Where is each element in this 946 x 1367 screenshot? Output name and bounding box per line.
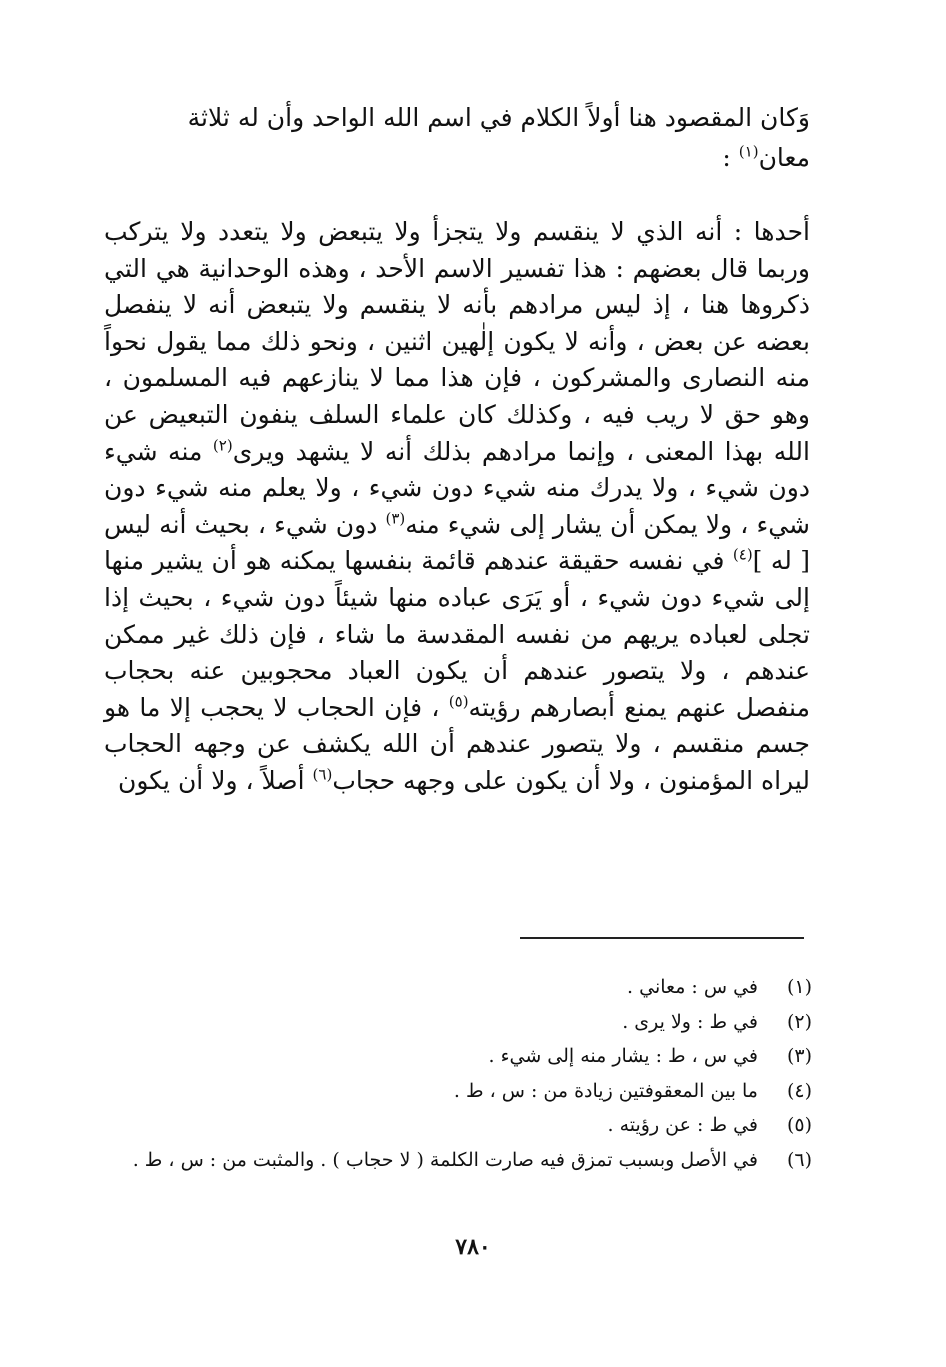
- main-paragraph: [104, 214, 810, 800]
- footnote-ref-5: (٥): [448, 692, 469, 711]
- footnote-ref-3: (٣): [385, 509, 406, 528]
- footnote-item: [100, 1143, 812, 1178]
- footnote-number: (١): [786, 976, 812, 998]
- intro-paragraph: [104, 98, 810, 178]
- main-segment-1: أحدها : أنه الذي لا ينقسم ولا يتجزأ ولا يتبعض ولا يتعدد ولا يتركب وربما قال بعضهم : هذا تفسير الاسم الأحد ، وهذه الوحدانية هي التي ذكروها هنا ، إذ ليس مرادهم بأنه لا ينقسم ولا يتبعض أنه لا ينفصل بعضه عن بعض ، وأنه لا يكون إلٰهين اثنين ، ونحو ذلك مما يقول نحواً منه النصارى والمشركون ، فإن هذا مما لا ينازعهم فيه المسلمون ، وهو حق لا ريب فيه ، وكذلك كان علماء السلف ينفون التبعيض عن الله بهذا المعنى ، وإنما مرادهم بذلك أنه لا يشهد ويرى: [104, 217, 810, 466]
- footnote-ref-1: (١): [738, 142, 759, 161]
- footnote-text: ما بين المعقوفتين زيادة من : س ، ط .: [453, 1079, 758, 1102]
- page-number: ٧٨٠: [455, 1234, 491, 1260]
- intro-line-2-end: :: [722, 143, 739, 172]
- footnote-number: (٣): [786, 1045, 812, 1067]
- footnote-ref-2: (٢): [212, 436, 233, 455]
- footnote-text: في س ، ط : يشار منه إلى شيء .: [488, 1045, 758, 1067]
- intro-line-2-word: معان: [758, 143, 810, 172]
- footnote-divider: [520, 937, 804, 939]
- footnote-text: في ط : ولا يرى .: [622, 1010, 758, 1033]
- intro-line-1: وَكان المقصود هنا أولاً الكلام في اسم الله الواحد وأن له ثلاثة: [187, 103, 810, 132]
- main-segment-2: منه شيء دون شيء ، ولا يدرك منه شيء دون شيء ، ولا يعلم منه شيء دون شيء ، ولا يمكن أن يشار إلى شيء منه: [104, 436, 810, 539]
- footnote-text: في س : معاني .: [627, 976, 758, 998]
- footnote-number: (٥): [786, 1114, 812, 1136]
- footnote-text: في الأصل وبسبب تمزق فيه صارت الكلمة ( لا حجاب ) . والمثبت من : س ، ط .: [132, 1148, 758, 1171]
- footnote-number: (٢): [786, 1010, 812, 1033]
- footnote-item: [100, 1005, 812, 1040]
- footnote-item: [100, 1108, 812, 1143]
- footnote-text: في ط : عن رؤيته .: [607, 1114, 758, 1136]
- footnote-item: [100, 1039, 812, 1074]
- footnote-item: [100, 970, 812, 1005]
- footnote-item: [100, 1074, 812, 1109]
- footnote-ref-4: (٤): [732, 546, 753, 565]
- main-segment-4: في نفسه حقيقة عندهم قائمة بنفسها يمكنه هو أن يشير منها إلى شيء دون شيء ، أو يَرَى عباده منها شيئاً دون شيء ، بحيث إذا تجلى لعباده يريهم من نفسه المقدسة ما شاء ، فإن ذلك غير ممكن عندهم ، ولا يتصور عندهم أن يكون العباد محجوبين عنه بحجاب منفصل عنهم يمنع أبصارهم رؤيته: [104, 546, 810, 722]
- footnote-number: (٤): [786, 1079, 812, 1102]
- footnote-ref-6: (٦): [312, 765, 333, 784]
- footnotes-list: [100, 970, 812, 1177]
- main-segment-5: ، فإن الحجاب لا يحجب إلا ما هو جسم منقسم ، ولا يتصور عندهم أن الله يكشف عن وجهه الحجاب ليراه المؤمنون ، ولا أن يكون على وجهه حجاب: [104, 692, 810, 795]
- main-segment-6: أصلاً ، ولا أن يكون: [117, 765, 313, 795]
- main-segment-3: دون شيء ، بحيث أنه ليس [ له ]: [104, 509, 811, 576]
- footnote-number: (٦): [786, 1148, 812, 1171]
